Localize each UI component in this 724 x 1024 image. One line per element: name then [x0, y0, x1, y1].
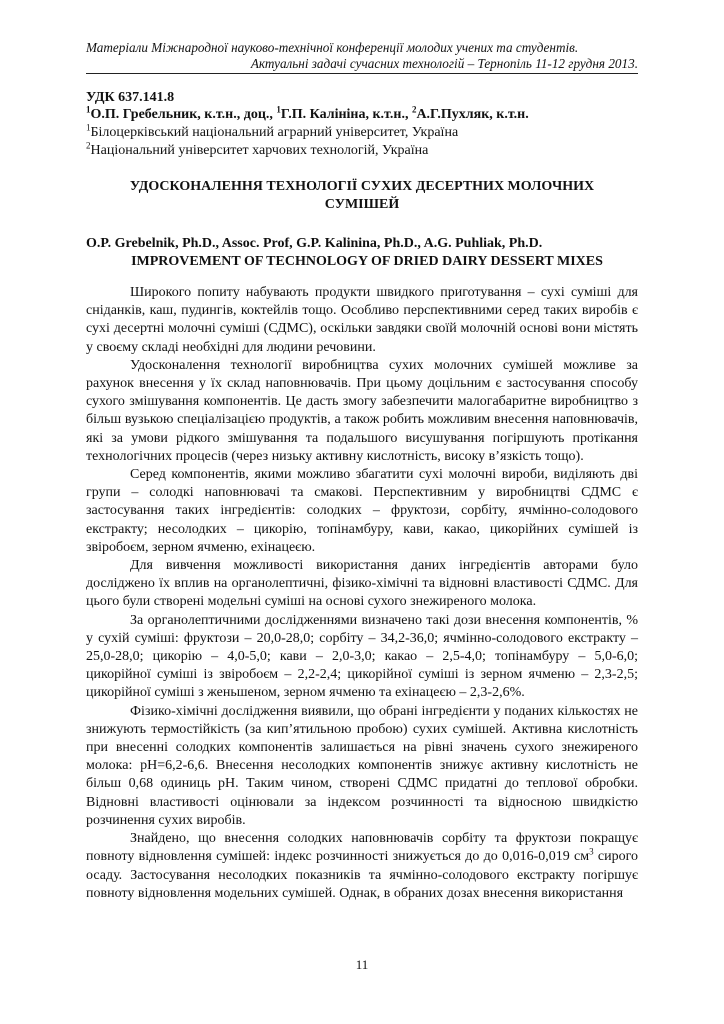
- author-sup: 2: [411, 104, 417, 115]
- authors-ua: [86, 106, 638, 124]
- header-line-1: Матеріали Міжнародної науково-технічної конференції молодих учених та студентів.: [86, 40, 579, 55]
- affiliation-text: Білоцерківський національний аграрний університет, Україна: [90, 125, 459, 140]
- udc-code: УДК 637.141.8: [86, 90, 175, 105]
- author-sup: 1: [276, 104, 281, 115]
- paragraph-text: Знайдено, що внесення солодких наповнювачів сорбіту та фруктози покращує повноту відновлення сумішей: індекс розчинності знижується до до 0,016-0,019 см: [86, 831, 638, 865]
- author-3: А.Г.Пухляк, к.т.н.: [416, 107, 529, 122]
- paper-title-en: IMPROVEMENT OF TECHNOLOGY OF DRIED DAIRY DESSERT MIXES: [131, 254, 603, 269]
- superscript: 3: [589, 846, 594, 857]
- paragraph-last: [86, 830, 638, 903]
- paragraph: Широкого попиту набувають продукти швидкого приготування – сухі суміші для сніданків, каш, пудингів, коктейлів тощо. Особливо перспективними серед таких виробів є сухі десертні молочні суміші (СДМС), оскільки завдяки своїй молочній основі вони містять у своєму складі необхідні для людини речовини.: [86, 285, 638, 355]
- affiliation-2: [86, 142, 638, 160]
- paper-title-ua: УДОСКОНАЛЕННЯ ТЕХНОЛОГІЇ СУХИХ ДЕСЕРТНИХ МОЛОЧНИХ СУМІШЕЙ: [129, 179, 595, 212]
- page-number: 11: [355, 957, 369, 972]
- affiliation-text: Національний університет харчових технологій, Україна: [90, 143, 429, 158]
- affiliation-1: [86, 124, 638, 142]
- paper-page: [86, 40, 638, 903]
- paragraph-text: сирого осаду. Застосування несолодких показників та ячмінно-солодового екстракту погіршує повноту відновлення модельних сумішей. Однак, в обраних дозах внесення використання: [86, 849, 638, 901]
- author-1: О.П. Гребельник, к.т.н., доц.,: [90, 107, 277, 122]
- paragraph: Удосконалення технології виробництва сухих молочних сумішей можливе за рахунок внесення у їх склад наповнювачів. При цьому доцільним є застосування способу сухого змішування компонентів. Це дасть змогу забезпечити малогабаритне виробництво з більш вузькою спеціалізацією продуктів, а також робить можливим внесення наповнювачів, які за умови рідкого змішування та подальшого висушування погіршують протікання технологічних процесів (через низьку активну кислотність, високу в’язкість тощо).: [86, 357, 638, 464]
- paragraph: Серед компонентів, якими можливо збагатити сухі молочні вироби, виділяють дві групи – солодкі наповнювачі та смакові. Перспективним у виробництві СДМС є застосування таких інгредієнтів: солодких – фруктози, сорбіту, ячмінно-солодового екстракту; несолодких – цикорію, топінамбуру, кави, какао, цикорійних сумішей із звіробоєм, зерном ячменю, ехінацеєю.: [86, 467, 638, 555]
- paragraph: Фізико-хімічні дослідження виявили, що обрані інгредієнти у поданих кількостях не знижують термостійкість (за кип’ятильною пробою) сухих сумішей. Активна кислотність при внесенні солодких компонентів залишається на рівні значень сухого знежиреного молока: pH=6,2-6,6. Внесення несолодких компонентів знижує активну кислотність не більш 0,68 одиниць pH. Таким чином, створені СДМС придатні до теплової обробки. Відновні властивості оцінювали за індексом розчинності та відносною швидкістю розчинення сухих виробів.: [86, 703, 638, 828]
- authors-en: O.P. Grebelnik, Ph.D., Assoc. Prof, G.P. Kalinina, Ph.D., A.G. Puhliak, Ph.D.: [86, 236, 543, 251]
- paragraph: За органолептичними дослідженнями визначено такі дози внесення компонентів, % у сухій суміші: фруктози – 20,0-28,0; сорбіту – 34,2-36,0; ячмінно-солодового екстракту – 25,0-28,0; цикорію – 4,0-5,0; кави – 2,0-3,0; какао – 2,5-4,0; топінамбуру – 5,0-6,0; цикорійної суміші із звіробоєм – 2,2-2,4; цикорійної суміші із зерном ячменю – 2,3-2,5; цикорійної суміші з женьшеном, зерном ячменю та ехінацеєю – 2,3-2,6%.: [86, 612, 638, 701]
- header-line-2: Актуальні задачі сучасних технологій – Тернопіль 11-12 грудня 2013.: [86, 56, 638, 74]
- running-header: [86, 40, 638, 74]
- author-2: Г.П. Калініна, к.т.н.,: [280, 107, 412, 122]
- body-text: [86, 284, 638, 903]
- affiliation-sup: 1: [86, 122, 91, 133]
- affiliation-sup: 2: [86, 140, 91, 151]
- paragraph: Для вивчення можливості використання даних інгредієнтів авторами було досліджено їх вплив на органолептичні, фізико-хімічні та відновні властивості СДМС. Для цього були створені модельні суміші на основі сухого знежиреного молока.: [86, 558, 638, 610]
- author-sup: 1: [86, 104, 91, 115]
